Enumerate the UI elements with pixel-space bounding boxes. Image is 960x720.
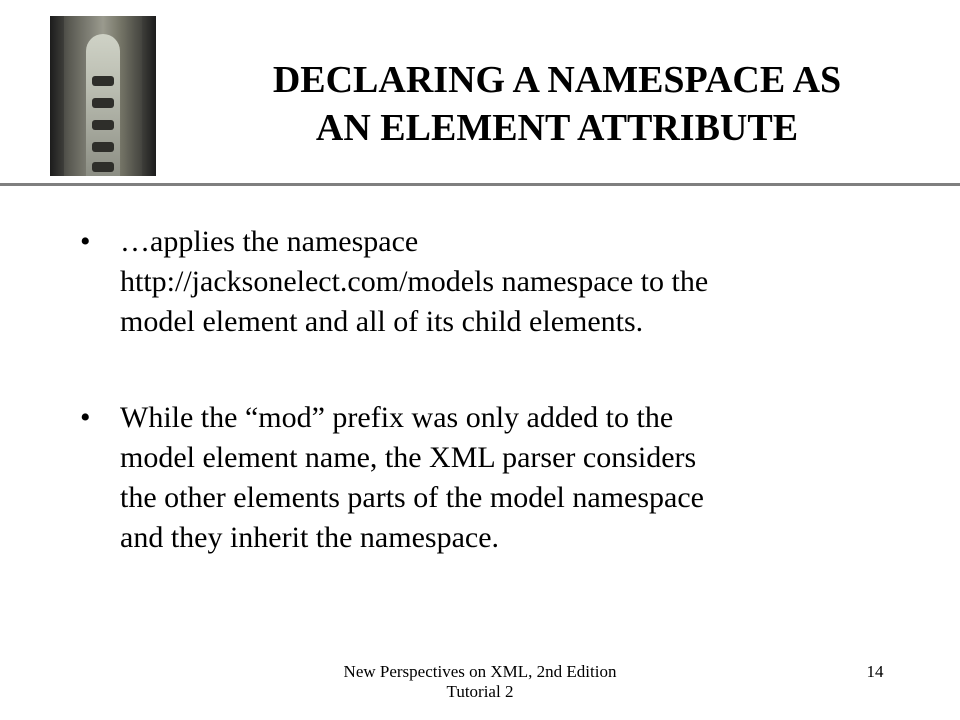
bullet-text-line: …applies the namespace [120,225,419,258]
bullet-text-line: http://jacksonelect.com/models namespace to the [120,265,709,298]
bullet-text-line: While the “mod” prefix was only added to the [120,401,674,434]
bridge-tower-photo [50,16,156,176]
slide-title-line-2: AN ELEMENT ATTRIBUTE [315,107,799,149]
bullet-icon: • [80,225,91,258]
bullet-item [80,222,880,342]
footer-book-title: New Perspectives on XML, 2nd Edition [343,662,617,681]
bullet-list [80,222,880,614]
bullet-text-line: model element name, the XML parser considers [120,441,697,474]
slide-title [200,56,914,152]
bullet-text-line: and they inherit the namespace. [120,521,500,554]
bullet-item [80,398,880,558]
footer-tutorial: Tutorial 2 [446,682,514,701]
bullet-text-line: the other elements parts of the model namespace [120,481,704,514]
slide-title-line-1: DECLARING A NAMESPACE AS [272,59,842,101]
bullet-icon: • [80,401,91,434]
title-divider [0,183,960,186]
slide-footer [300,662,660,702]
page-number: 14 [866,662,884,681]
bullet-text-line: model element and all of its child elements. [120,305,644,338]
